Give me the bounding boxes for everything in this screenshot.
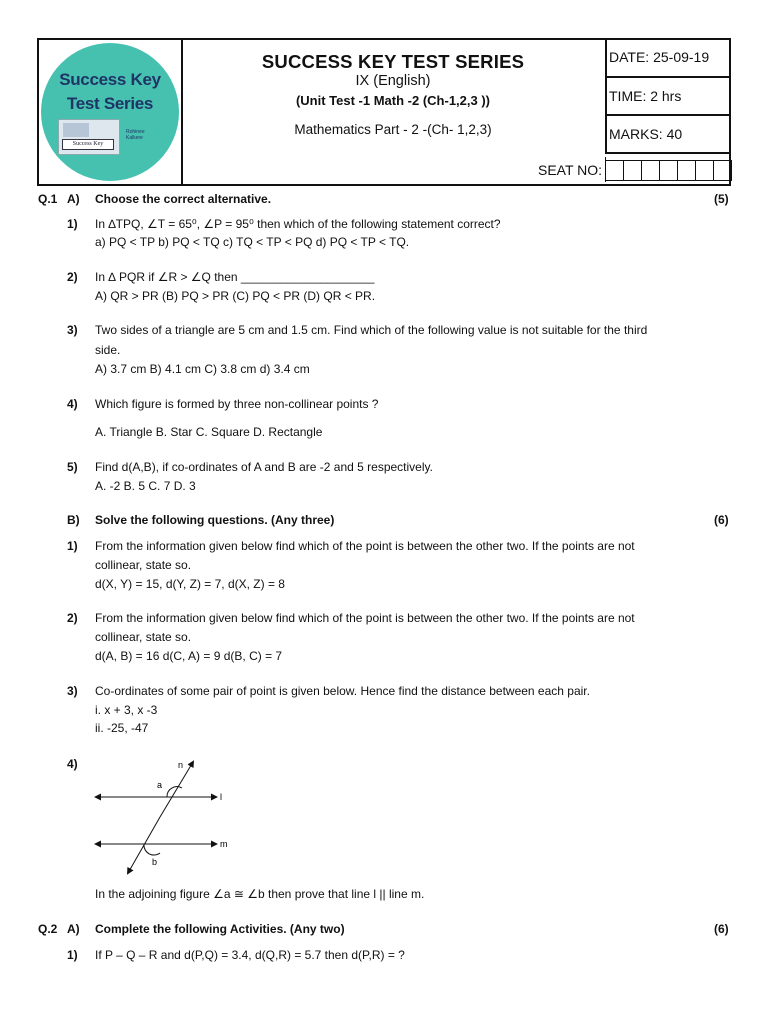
logo-sign: Success Key bbox=[62, 139, 114, 150]
section-label: A) bbox=[67, 922, 80, 936]
item-line: A) QR > PR (B) PQ > PR (C) PQ < PR (D) QR < PR. bbox=[95, 289, 376, 303]
logo-line-2: Test Series bbox=[66, 94, 154, 113]
item-line: collinear, state so. bbox=[95, 630, 192, 644]
item-line: a) PQ < TP b) PQ < TQ c) TQ < TP < PQ d) PQ < TP < TQ. bbox=[95, 235, 410, 249]
paper-title: SUCCESS KEY TEST SERIES bbox=[261, 51, 525, 72]
label-m: m bbox=[220, 839, 228, 849]
angle-b-arc bbox=[144, 844, 160, 855]
item-number: 4) bbox=[67, 757, 78, 771]
label-n: n bbox=[178, 760, 184, 770]
label-b: b bbox=[152, 857, 158, 867]
section-title: Solve the following questions. (Any three) bbox=[95, 513, 335, 527]
building-shape bbox=[63, 123, 89, 137]
seat-box[interactable] bbox=[642, 160, 660, 181]
question-number: Q.1 bbox=[38, 192, 58, 206]
logo-building-image bbox=[58, 119, 120, 155]
item-line: side. bbox=[95, 343, 121, 357]
section-title: Complete the following Activities. (Any two) bbox=[95, 922, 345, 936]
item-line: d(A, B) = 16 d(C, A) = 9 d(B, C) = 7 bbox=[95, 649, 283, 663]
item-line: If P – Q – R and d(P,Q) = 3.4, d(Q,R) = 5.7 then d(P,R) = ? bbox=[95, 948, 405, 962]
paper-header bbox=[37, 38, 731, 186]
label-l: l bbox=[220, 792, 222, 802]
item-number: 4) bbox=[67, 397, 78, 411]
item-line: Co-ordinates of some pair of point is given below. Hence find the distance between each pair. bbox=[95, 684, 590, 698]
item-line: i. x + 3, x -3 bbox=[95, 703, 158, 717]
item-line: From the information given below find which of the point is between the other two. If the points are not bbox=[95, 611, 635, 625]
seat-box[interactable] bbox=[660, 160, 678, 181]
parallel-lines-figure bbox=[90, 755, 240, 880]
seat-box[interactable] bbox=[714, 160, 732, 181]
logo-line-1: Success Key bbox=[59, 70, 161, 89]
item-line: Two sides of a triangle are 5 cm and 1.5 cm. Find which of the following value is not suitable for the third bbox=[95, 323, 648, 337]
item-line: In the adjoining figure ∠a ≅ ∠b then prove that line l || line m. bbox=[95, 887, 425, 901]
item-number: 2) bbox=[67, 611, 78, 625]
item-line: ii. -25, -47 bbox=[95, 721, 149, 735]
item-number: 2) bbox=[67, 270, 78, 284]
seat-no-label: SEAT NO: bbox=[538, 162, 603, 178]
item-number: 3) bbox=[67, 684, 78, 698]
item-number: 1) bbox=[67, 217, 78, 231]
item-line: A. Triangle B. Star C. Square D. Rectangle bbox=[95, 425, 323, 439]
logo-cell bbox=[39, 40, 183, 184]
seat-box[interactable] bbox=[624, 160, 642, 181]
section-marks: (6) bbox=[714, 513, 729, 527]
item-number: 1) bbox=[67, 948, 78, 962]
section-marks: (6) bbox=[714, 922, 729, 936]
time-label: TIME: 2 hrs bbox=[607, 78, 731, 116]
transversal-up bbox=[160, 762, 193, 817]
logo-small-text: Rohinee Kalkere bbox=[126, 129, 145, 141]
item-line: Which figure is formed by three non-collinear points ? bbox=[95, 397, 379, 411]
item-line: A) 3.7 cm B) 4.1 cm C) 3.8 cm d) 3.4 cm bbox=[95, 362, 310, 376]
item-number: 1) bbox=[67, 539, 78, 553]
angle-a-arc bbox=[167, 787, 182, 797]
section-label: B) bbox=[67, 513, 80, 527]
unit-label: (Unit Test -1 Math -2 (Ch-1,2,3 )) bbox=[295, 93, 491, 108]
seat-box[interactable] bbox=[678, 160, 696, 181]
item-number: 3) bbox=[67, 323, 78, 337]
seat-no-boxes[interactable] bbox=[605, 157, 732, 182]
item-line: A. -2 B. 5 C. 7 D. 3 bbox=[95, 479, 196, 493]
logo bbox=[41, 43, 179, 181]
item-line: d(X, Y) = 15, d(Y, Z) = 7, d(X, Z) = 8 bbox=[95, 577, 285, 591]
class-label: IX (English) bbox=[355, 73, 431, 89]
date-label: DATE: 25-09-19 bbox=[607, 40, 731, 78]
seat-box[interactable] bbox=[606, 160, 624, 181]
label-a: a bbox=[157, 780, 163, 790]
item-line: collinear, state so. bbox=[95, 558, 192, 572]
item-line: From the information given below find which of the point is between the other two. If the points are not bbox=[95, 539, 635, 553]
part-label: Mathematics Part - 2 -(Ch- 1,2,3) bbox=[294, 122, 492, 137]
marks-label: MARKS: 40 bbox=[607, 116, 731, 154]
section-marks: (5) bbox=[714, 192, 729, 206]
info-box bbox=[605, 40, 731, 154]
question-number: Q.2 bbox=[38, 922, 58, 936]
item-number: 5) bbox=[67, 460, 78, 474]
item-line: Find d(A,B), if co-ordinates of A and B are -2 and 5 respectively. bbox=[95, 460, 433, 474]
section-label: A) bbox=[67, 192, 80, 206]
item-line: In ∆TPQ, ∠T = 65⁰, ∠P = 95⁰ then which of the following statement correct? bbox=[95, 217, 501, 231]
item-line: In ∆ PQR if ∠R > ∠Q then ____________________ bbox=[95, 270, 375, 284]
seat-box[interactable] bbox=[696, 160, 714, 181]
section-title: Choose the correct alternative. bbox=[95, 192, 272, 206]
